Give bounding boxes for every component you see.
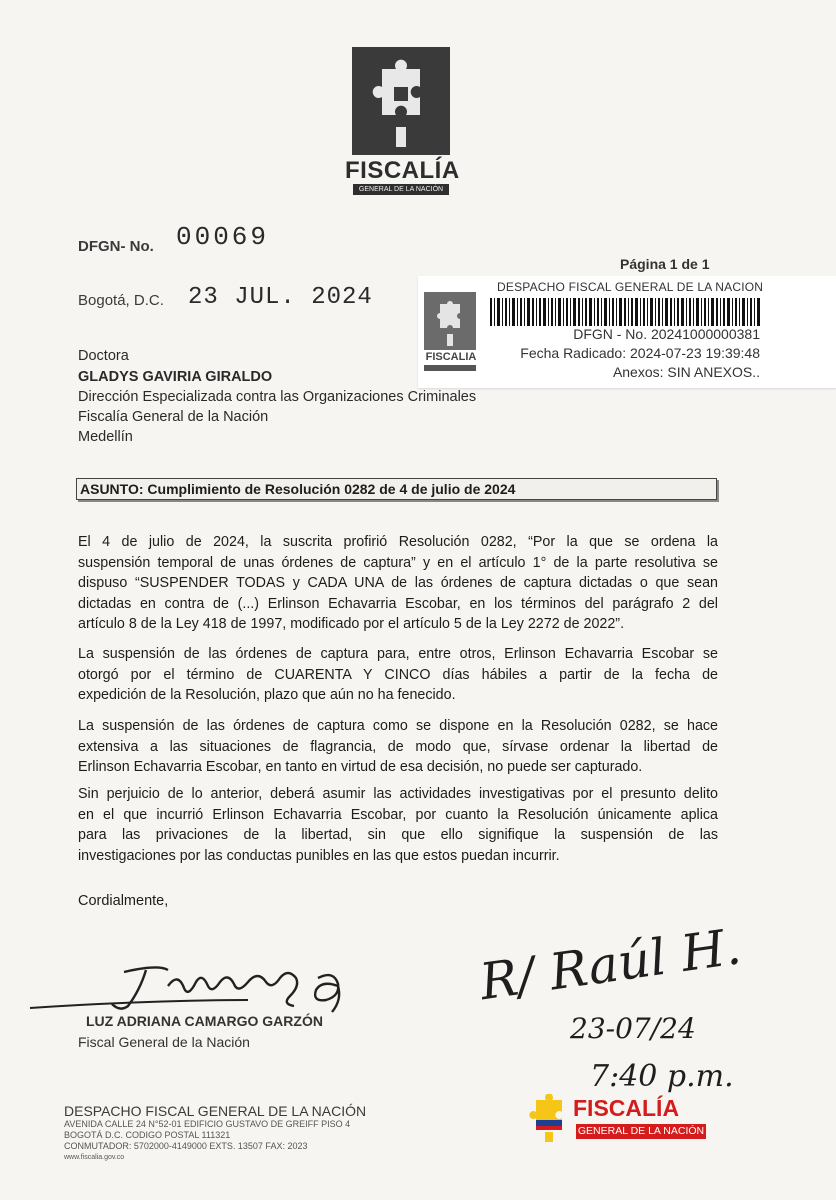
handwritten-date: 23-07/24 [570, 1012, 696, 1045]
footer-logo-subtitle: GENERAL DE LA NACIÓN [577, 1125, 705, 1137]
stamp-title: DESPACHO FISCAL GENERAL DE LA NACION [497, 280, 764, 294]
text-line: en el que incurrió Erlinson Echavarria Escobar, por cuanto la Resolución únicamente aplica [78, 806, 718, 823]
text-line: El 4 de julio de 2024, la suscrita profirió Resolución 0282, “Por la que se ordena la [78, 534, 718, 550]
text-line: dictadas en contra de (...) Erlinson Echavarria Escobar, en los términos del parágrafo 2 del [78, 595, 718, 612]
recipient-name: GLADYS GAVIRIA GIRALDO [78, 369, 273, 385]
footer-city: BOGOTÁ D.C. CODIGO POSTAL 111321 [64, 1130, 231, 1140]
recipient-entity: Fiscalía General de la Nación [78, 409, 269, 425]
text-line: La suspensión de las órdenes de captura para, entre otros, Erlinson Echavarria Escobar se [78, 646, 718, 662]
footer-title: DESPACHO FISCAL GENERAL DE LA NACIÓN [64, 1103, 367, 1119]
footer-phone: CONMUTADOR: 5702000-4149000 EXTS. 13507 FAX: 2023 [64, 1141, 308, 1151]
text-line: artículo 8 de la Ley 418 de 1997, modificado por el artículo 5 de la Ley 2272 de 2022”. [78, 616, 625, 632]
body-paragraph-2 [78, 644, 718, 706]
text-line: extensiva a las situaciones de flagrancia, de modo que, sírvase ordenar la libertad de [78, 738, 718, 755]
footer-address: AVENIDA CALLE 24 N°52-01 EDIFICIO GUSTAVO DE GREIFF PISO 4 [64, 1119, 351, 1129]
text-line: para las privaciones de la libertad, sin que ello signifique la suspensión de las [78, 827, 718, 843]
city-label: Bogotá, D.C. [78, 292, 164, 309]
signature-icon [28, 960, 368, 1020]
body-paragraph-4 [78, 784, 718, 866]
dfgn-label: DFGN- No. [78, 238, 154, 255]
text-line: La suspensión de las órdenes de captura como se dispone en la Resolución 0282, se hace [78, 718, 718, 734]
fiscalia-puzzle-logo [352, 47, 450, 155]
signer-role: Fiscal General de la Nación [78, 1034, 250, 1050]
page-count: Página 1 de 1 [620, 256, 710, 272]
stamp-fecha: Fecha Radicado: 2024-07-23 19:39:48 [520, 345, 760, 361]
text-line: otorgó por el término de CUARENTA Y CINCO días hábiles a partir de la fecha de [78, 666, 718, 683]
radicado-stamp [418, 276, 836, 388]
footer-logo-word: FISCALÍA [573, 1095, 680, 1121]
text-line: investigaciones por las conductas punibles en las que estos puedan incurrir. [78, 847, 560, 864]
footer-web: www.fiscalia.gov.co [64, 1154, 125, 1161]
dfgn-number: 00069 [176, 222, 270, 252]
barcode-icon [490, 298, 760, 326]
recipient-city: Medellín [78, 429, 133, 445]
flag-puzzle-icon [528, 1094, 570, 1144]
text-line: Erlinson Echavarria Escobar, en tanto en virtud de esa decisión, no puede ser capturado. [78, 759, 643, 775]
subject-box: ASUNTO: Cumplimiento de Resolución 0282 de 4 de julio de 2024 [76, 478, 717, 500]
body-paragraph-1 [78, 532, 718, 635]
text-line: Sin perjuicio de lo anterior, deberá asumir las actividades investigativas por el presunto delito [78, 786, 718, 802]
body-paragraph-3 [78, 716, 718, 778]
stamp-puzzle-icon [424, 292, 476, 350]
signer-name: LUZ ADRIANA CAMARGO GARZÓN [86, 1013, 323, 1029]
recipient-office: Dirección Especializada contra las Organizaciones Criminales [78, 389, 477, 405]
date-stamp: 23 JUL. 2024 [188, 284, 373, 311]
text-line: dispuso “SUSPENDER TODAS y CADA UNA de las órdenes de captura dictadas o que sean [78, 575, 718, 591]
text-line: expedición de la Resolución, plazo que aún no ha fenecido. [78, 687, 456, 703]
handwritten-receipt-note [470, 910, 770, 1100]
recipient-salutation: Doctora [78, 348, 129, 364]
stamp-logo-bar [424, 365, 476, 371]
handwritten-time: 7:40 p.m. [590, 1059, 734, 1094]
stamp-anexos: Anexos: SIN ANEXOS.. [612, 364, 760, 380]
stamp-dfgn: DFGN - No. 20241000000381 [573, 326, 760, 342]
handwritten-received: R/ Raúl H. [476, 917, 745, 1012]
stamp-logo-word: FISCALIA [425, 351, 477, 363]
closing: Cordialmente, [78, 893, 169, 909]
logo-subtitle: GENERAL DE LA NACIÓN [353, 184, 449, 195]
logo-wordmark: FISCALÍA [345, 157, 460, 184]
text-line: suspensión temporal de unas órdenes de captura” y en el artículo 1° de la parte resolutiva se [78, 554, 718, 571]
